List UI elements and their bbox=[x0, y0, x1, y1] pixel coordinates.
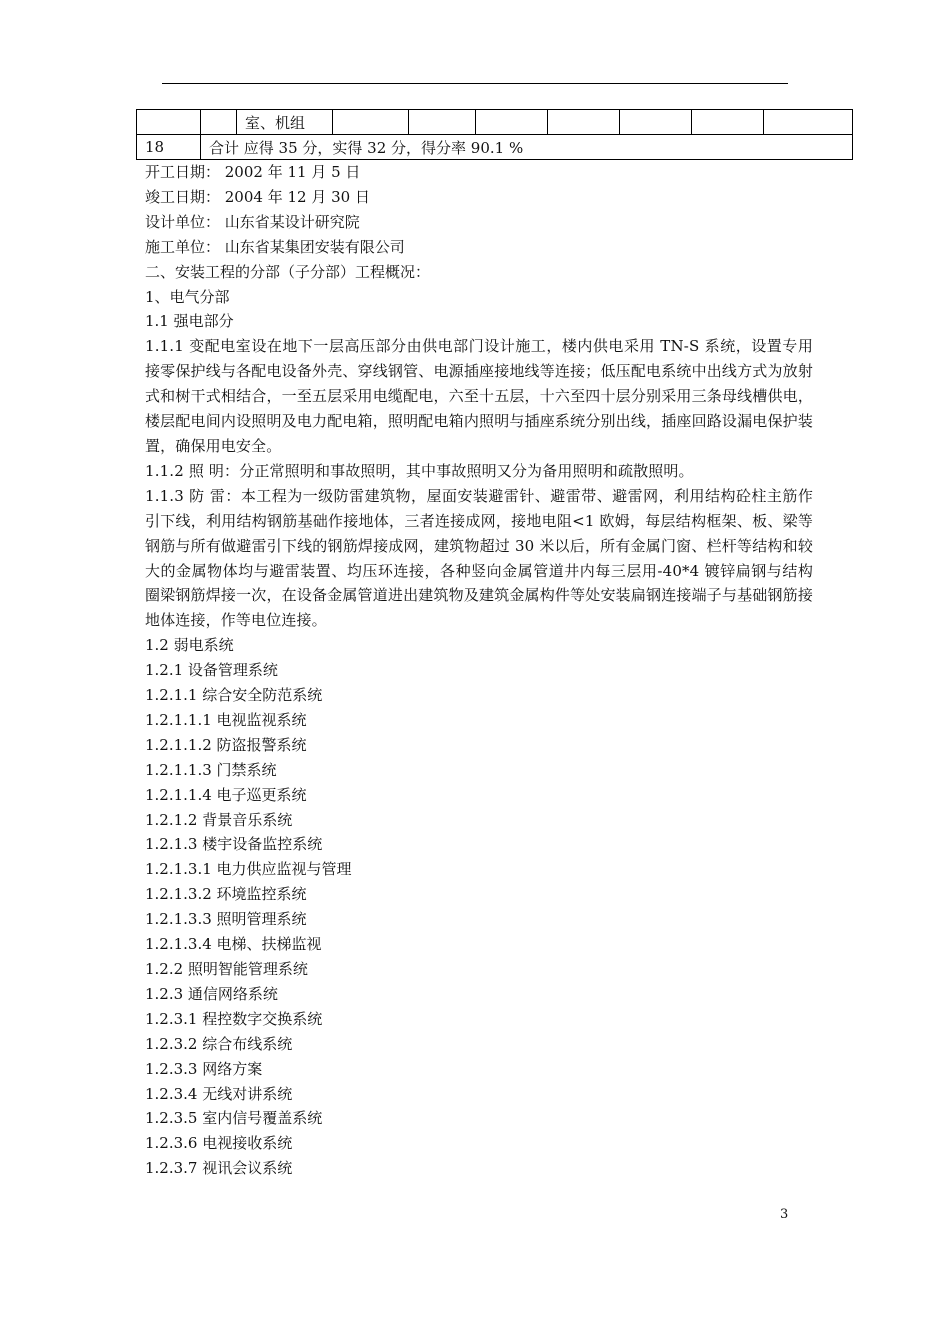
outline-item: 1.2.1 设备管理系统 bbox=[145, 661, 278, 680]
section-heading: 二、安装工程的分部（子分部）工程概况： bbox=[145, 262, 431, 281]
outline-item: 1.2.1.3.1 电力供应监视与管理 bbox=[145, 860, 352, 879]
outline-item: 1.2.3.2 综合布线系统 bbox=[145, 1034, 293, 1053]
paragraph-lightning-protection: 1.1.3 防 雷：本工程为一级防雷建筑物，屋面安装避雷针、避雷带、避雷网，利用结构砼柱主筋作引下线，利用结构钢筋基础作接地体，三者连接成网，接地电阻<1 欧姆，每层结构框架、板、梁等钢筋与所有做避雷引下线的钢筋焊接成网，建筑物超过 30 米以后，所有金属门窗、栏杆等结构和较大的金属物体均与避雷装置、均压环连接，各种竖向金属管道井内每三层用-40*4 镀锌扁钢与结构圈梁钢筋焊接一次，在设备金属管道进出建筑物及建筑金属构件等处安装扁钢连接端子与基础钢筋接地体连接，作等电位连接。 bbox=[145, 486, 813, 630]
outline-item: 1.2.1.1.1 电视监视系统 bbox=[145, 710, 307, 729]
document-body bbox=[145, 160, 813, 1181]
outline-item: 1.2.3.3 网络方案 bbox=[145, 1059, 263, 1078]
outline-item: 1.2.2 照明智能管理系统 bbox=[145, 960, 308, 978]
table-cell bbox=[692, 110, 764, 135]
paragraph-substation: 1.1.1 变配电室设在地下一层高压部分由供电部门设计施工，楼内供电采用 TN-S 系统，设置专用接零保护线与各配电设备外壳、穿线钢管、电源插座接地线等连接；低压配电系统中出线方式为放射式和树干式相结合，一至五层采用电缆配电，六至十五层，十六至四十层分别采用三条母线槽供电，楼层配电间内设照明及电力配电箱，照明配电箱内照明与插座系统分别出线，插座回路设漏电保护装置，确保用电安全。 bbox=[145, 337, 813, 455]
outline-item: 1.2.1.3.4 电梯、扶梯监视 bbox=[145, 935, 322, 954]
score-table bbox=[136, 109, 853, 160]
outline-item: 1.2.1.1.4 电子巡更系统 bbox=[145, 785, 307, 804]
outline-item: 1.2 弱电系统 bbox=[145, 636, 234, 655]
start-date: 开工日期： 2002 年 11 月 5 日 bbox=[145, 163, 361, 181]
outline-item: 1.2.3.5 室内信号覆盖系统 bbox=[145, 1109, 323, 1128]
table-cell bbox=[333, 110, 409, 135]
outline-item: 1.2.3 通信网络系统 bbox=[145, 984, 278, 1003]
table-cell-summary: 合计 应得 35 分，实得 32 分，得分率 90.1 % bbox=[201, 135, 853, 160]
design-unit: 设计单位： 山东省某设计研究院 bbox=[145, 212, 360, 231]
table-row bbox=[137, 135, 853, 160]
table-cell bbox=[620, 110, 692, 135]
outline-item: 1.2.1.3.3 照明管理系统 bbox=[145, 910, 307, 929]
outline-item: 1.2.1.3.2 环境监控系统 bbox=[145, 885, 307, 904]
outline-item: 1.2.3.1 程控数字交换系统 bbox=[145, 1009, 323, 1028]
table-cell bbox=[137, 110, 201, 135]
table-cell bbox=[476, 110, 548, 135]
table-cell-item: 室、机组 bbox=[237, 110, 333, 135]
paragraph-lighting: 1.1.2 照 明：分正常照明和事故照明，其中事故照明又分为备用照明和疏散照明。 bbox=[145, 461, 694, 480]
completion-date: 竣工日期： 2004 年 12 月 30 日 bbox=[145, 187, 370, 206]
outline-item: 1.2.3.6 电视接收系统 bbox=[145, 1134, 293, 1153]
electrical-heading: 1、电气分部 bbox=[145, 287, 230, 306]
outline-list bbox=[145, 633, 813, 1181]
page-number: 3 bbox=[780, 1207, 789, 1222]
outline-item: 1.2.1.2 背景音乐系统 bbox=[145, 810, 293, 829]
outline-item: 1.2.1.1.2 防盗报警系统 bbox=[145, 735, 307, 754]
header-rule bbox=[162, 83, 788, 84]
table-cell-number: 18 bbox=[137, 135, 201, 160]
table-row bbox=[137, 110, 853, 135]
outline-item: 1.2.1.3 楼宇设备监控系统 bbox=[145, 835, 323, 854]
strong-current-heading: 1.1 强电部分 bbox=[145, 312, 234, 331]
table-cell bbox=[548, 110, 620, 135]
table-cell bbox=[409, 110, 476, 135]
outline-item: 1.2.1.1 综合安全防范系统 bbox=[145, 686, 323, 705]
outline-item: 1.2.3.7 视讯会议系统 bbox=[145, 1159, 293, 1178]
table-cell bbox=[764, 110, 853, 135]
outline-item: 1.2.3.4 无线对讲系统 bbox=[145, 1084, 293, 1103]
construction-unit: 施工单位： 山东省某集团安装有限公司 bbox=[145, 237, 405, 256]
table-cell bbox=[201, 110, 237, 135]
outline-item: 1.2.1.1.3 门禁系统 bbox=[145, 760, 277, 779]
